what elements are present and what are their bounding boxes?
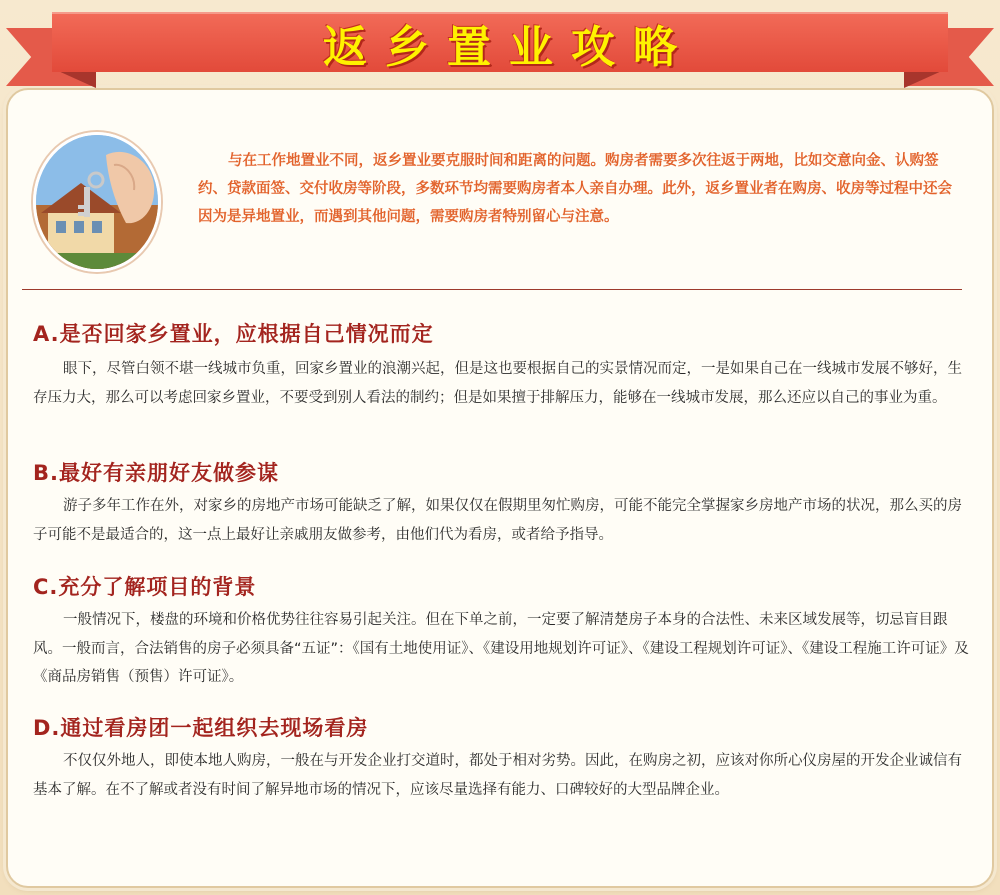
section-d-heading: D.通过看房团一起组织去现场看房 bbox=[33, 716, 369, 740]
section-b-heading: B.最好有亲朋好友做参谋 bbox=[33, 461, 279, 485]
house-key-photo bbox=[33, 132, 161, 272]
banner-title: 返乡置业攻略 bbox=[323, 22, 695, 73]
house-key-illustration bbox=[36, 135, 161, 272]
title-banner bbox=[52, 12, 948, 72]
intro-paragraph: 与在工作地置业不同，返乡置业要克服时间和距离的问题。购房者需要多次往返于两地，比如交意向金、认购签约、贷款面签、交付收房等阶段，多数环节均需要购房者本人亲自办理。此外，返乡置业者在购房、收房等过程中还会因为是异地置业，而遇到其他问题，需要购房者特别留心与注意。 bbox=[198, 153, 952, 225]
section-c-heading: C.充分了解项目的背景 bbox=[33, 575, 257, 599]
section-divider bbox=[22, 289, 962, 290]
section-a-heading: A.是否回家乡置业，应根据自己情况而定 bbox=[33, 322, 434, 346]
section-a-body: 眼下，尽管白领不堪一线城市负重，回家乡置业的浪潮兴起，但是这也要根据自己的实景情况而定，一是如果自己在一线城市发展不够好，生存压力大，那么可以考虑回家乡置业，不要受到别人看法的制约；但是如果擅于排解压力，能够在一线城市发展，那么还应以自己的事业为重。 bbox=[33, 361, 962, 406]
section-b-body: 游子多年工作在外，对家乡的房地产市场可能缺乏了解，如果仅仅在假期里匆忙购房，可能不能完全掌握家乡房地产市场的状况，那么买的房子可能不是最适合的，这一点上最好让亲戚朋友做参考，由他们代为看房，或者给予指导。 bbox=[33, 498, 962, 543]
section-d-body: 不仅仅外地人，即使本地人购房，一般在与开发企业打交道时，都处于相对劣势。因此，在购房之初，应该对你所心仪房屋的开发企业诚信有基本了解。在不了解或者没有时间了解异地市场的情况下，应该尽量选择有能力、口碑较好的大型品牌企业。 bbox=[33, 753, 962, 798]
section-c-body: 一般情况下，楼盘的环境和价格优势往往容易引起关注。但在下单之前，一定要了解清楚房子本身的合法性、未来区域发展等，切忌盲目跟风。一般而言，合法销售的房子必须具备“五证”：《国有土地使用证》、《建设用地规划许可证》、《建设工程规划许可证》、《建设工程施工许可证》及《商品房销售（预售）许可证》。 bbox=[33, 612, 969, 685]
